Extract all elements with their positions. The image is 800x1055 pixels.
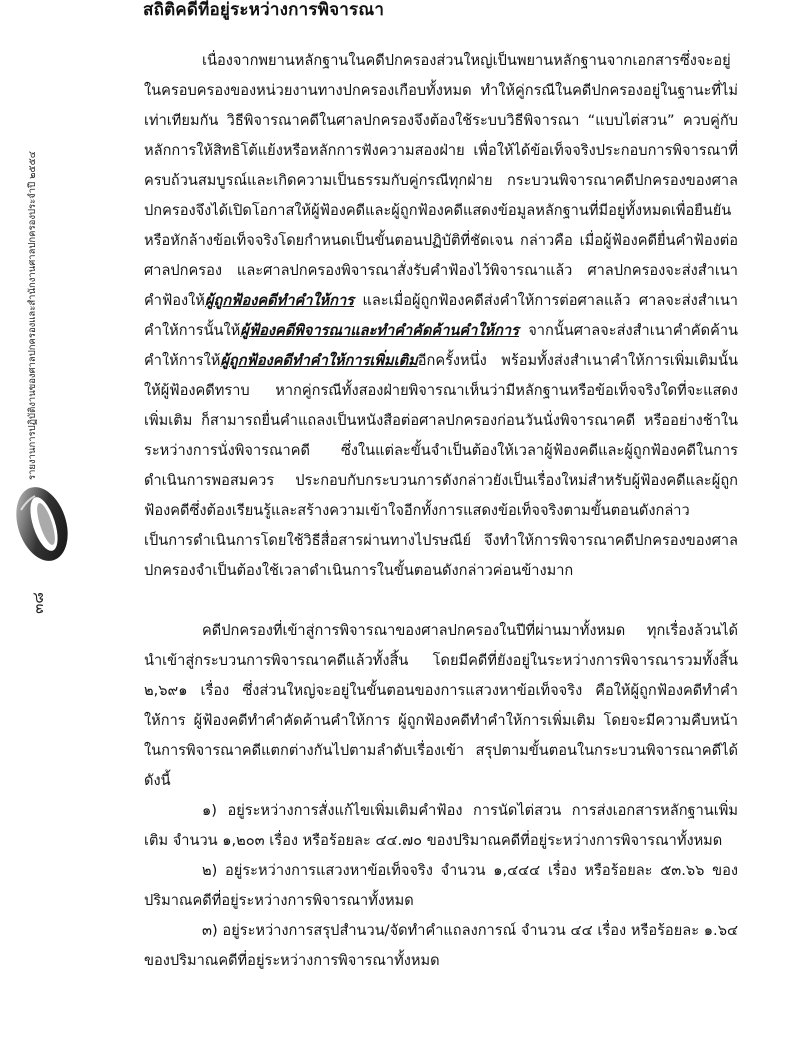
emphasis-defendant-additional: ผู้ถูกฟ้องคดีทำคำให้การเพิ่มเติม [220, 352, 418, 369]
emphasis-defendant-answer: ผู้ถูกฟ้องคดีทำคำให้การ [204, 292, 355, 309]
page-title: สถิติคดีที่อยู่ระหว่างการพิจารณา [143, 0, 385, 20]
report-title-text: รายงานการปฏิบัติงานของศาลปกครองและสำนักงานศาลปกครองประจำปี ๒๕๕๔ [26, 150, 38, 480]
paragraph-statistics: คดีปกครองที่เข้าสู่การพิจารณาของศาลปกครองในปีที่ผ่านมาทั้งหมด ทุกเรื่องล้วนได้นำเข้าสู่กระบวนการพิจารณาคดีแล้วทั้งสิ้น โดยมีคดีที่ยังอยู่ในระหว่างการพิจารณารวมทั้งสิ้น ๒,๖๙๑ เรื่อง ซึ่งส่วนใหญ่จะอยู่ในขั้นตอนของการแสวงหาข้อเท็จจริง คือให้ผู้ถูกฟ้องคดีทำคำให้การ ผู้ฟ้องคดีทำคำคัดค้านคำให้การ ผู้ถูกฟ้องคดีทำคำให้การเพิ่มเติม โดยจะมีความคืบหน้าในการพิจารณาคดีแตกต่างกันไปตามลำดับเรื่องเข้า สรุปตามขั้นตอนในกระบวนพิจารณาคดีได้ ดังนี้ [144, 622, 738, 789]
list-item: ๑) อยู่ระหว่างการสั่งแก้ไขเพิ่มเติมคำฟ้อง การนัดไต่สวน การส่งเอกสารหลักฐานเพิ่มเติม จำนวน ๑,๒๐๓ เรื่อง หรือร้อยละ ๔๔.๗๐ ของปริมาณคดีที่อยู่ระหว่างการพิจารณาทั้งหมด [144, 802, 738, 849]
paragraph-procedure: เนื่องจากพยานหลักฐานในคดีปกครองส่วนใหญ่เป็นพยานหลักฐานจากเอกสารซึ่งจะอยู่ในครอบครองของหน่วยงานทางปกครองเกือบทั้งหมด ทำให้คู่กรณีในคดีปกครองอยู่ในฐานะที่ไม่เท่าเทียมกัน วิธีพิจารณาคดีในศาลปกครองจึงต้องใช้ระบบวิธีพิจารณา “แบบไต่สวน” ควบคู่กับหลักการให้สิทธิโต้แย้งหรือหลักการฟังความสองฝ่าย เพื่อให้ได้ข้อเท็จจริงประกอบการพิจารณาที่ครบถ้วนสมบูรณ์และเกิดความเป็นธรรมกับคู่กรณีทุกฝ่าย กระบวนพิจารณาคดีปกครองของศาลปกครองจึงได้เปิดโอกาสให้ผู้ฟ้องคดีและผู้ถูกฟ้องคดีแสดงข้อมูลหลักฐานที่มีอยู่ทั้งหมดเพื่อยืนยันหรือหักล้างข้อเท็จจริงโดยกำหนดเป็นขั้นตอนปฏิบัติที่ชัดเจน กล่าวคือ เมื่อผู้ฟ้องคดียื่นคำฟ้องต่อศาลปกครอง และศาลปกครองพิจารณาสั่งรับคำฟ้องไว้พิจารณาแล้ว ศาลปกครองจะส่งสำเนาคำฟ้องให้ผู้ถูกฟ้องคดีทำคำให้การ และเมื่อผู้ถูกฟ้องคดีส่งคำให้การต่อศาลแล้ว ศาลจะส่งสำเนาคำให้การนั้นให้ผู้ฟ้องคดีพิจารณาและทำคำคัดค้านคำให้การ จากนั้นศาลจะส่งสำเนาคำคัดค้านคำให้การให้ผู้ถูกฟ้องคดีทำคำให้การเพิ่มเติมอีกครั้งหนึ่ง พร้อมทั้งส่งสำเนาคำให้การเพิ่มเติมนั้นให้ผู้ฟ้องคดีทราบ หากคู่กรณีทั้งสองฝ่ายพิจารณาเห็นว่ามีหลักฐานหรือข้อเท็จจริงใดที่จะแสดงเพิ่มเติม ก็สามารถยื่นคำแถลงเป็นหนังสือต่อศาลปกครองก่อนวันนั่งพิจารณาคดี หรืออย่างช้าในระหว่างการนั่งพิจารณาคดี ซึ่งในแต่ละขั้นจำเป็นต้องให้เวลาผู้ฟ้องคดีและผู้ถูกฟ้องคดีในการดำเนินการพอสมควร ประกอบกับกระบวนการดังกล่าวยังเป็นเรื่องใหม่สำหรับผู้ฟ้องคดีและผู้ถูกฟ้องคดีซึ่งต้องเรียนรู้และสร้างความเข้าใจอีกทั้งการแสดงข้อเท็จจริงตามขั้นตอนดังกล่าวเป็นการดำเนินการโดยใช้วิธีสื่อสารผ่านทางไปรษณีย์ จึงทำให้การพิจารณาคดีปกครองของศาลปกครองจำเป็นต้องใช้เวลาดำเนินการในขั้นตอนดังกล่าวค่อนข้างมาก [144, 52, 738, 579]
page-number: ๓๘ [29, 592, 48, 614]
ring-logo-icon [13, 480, 71, 566]
list-item: ๒) อยู่ระหว่างการแสวงหาข้อเท็จจริง จำนวน ๑,๔๔๔ เรื่อง หรือร้อยละ ๕๓.๖๖ ของปริมาณคดีที่อยู่ระหว่างการพิจารณาทั้งหมด [144, 862, 738, 909]
document-body [144, 46, 738, 976]
emphasis-plaintiff-objection: ผู้ฟ้องคดีพิจารณาและทำคำคัดค้านคำให้การ [240, 322, 519, 339]
sidebar-report-title [24, 100, 40, 480]
list-item: ๓) อยู่ระหว่างการสรุปสำนวน/จัดทำคำแถลงการณ์ จำนวน ๔๔ เรื่อง หรือร้อยละ ๑.๖๔ ของปริมาณคดีที่อยู่ระหว่างการพิจารณาทั้งหมด [144, 922, 738, 969]
